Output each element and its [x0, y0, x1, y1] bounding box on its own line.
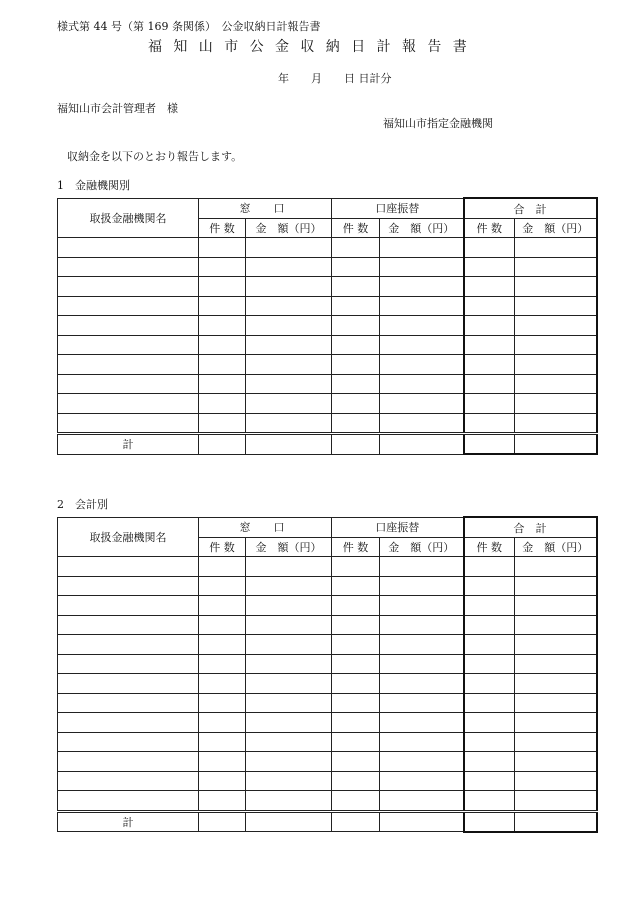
total-cell: [515, 434, 597, 455]
institution-name-header: 取扱金融機関名: [58, 517, 199, 557]
table-cell: [464, 752, 515, 772]
table-cell: [58, 791, 199, 812]
table-row: [58, 413, 597, 434]
table-cell: [515, 674, 597, 694]
table-cell: [515, 615, 597, 635]
table-cell: [199, 752, 246, 772]
table-cell: [380, 732, 464, 752]
table-cell: [464, 394, 515, 414]
table-cell: [199, 277, 246, 297]
total-cell: [246, 434, 332, 455]
table-cell: [515, 791, 597, 812]
transfer-amount-header: 金 額（円）: [380, 219, 464, 238]
table-row: [58, 238, 597, 258]
table-cell: [58, 596, 199, 616]
table-cell: [515, 394, 597, 414]
table-cell: [332, 335, 380, 355]
window-amount-header: 金 額（円）: [246, 538, 332, 557]
table-cell: [332, 791, 380, 812]
total-group-header: 合 計: [464, 198, 597, 219]
table-cell: [332, 713, 380, 733]
window-count-header: 件 数: [199, 219, 246, 238]
total-cell: [380, 811, 464, 832]
table-cell: [380, 257, 464, 277]
table-cell: [515, 654, 597, 674]
table-cell: [380, 693, 464, 713]
table-cell: [58, 374, 199, 394]
table-cell: [58, 752, 199, 772]
table-cell: [246, 771, 332, 791]
table-cell: [199, 238, 246, 258]
table-cell: [246, 316, 332, 336]
table-row: [58, 557, 597, 577]
table-cell: [464, 238, 515, 258]
table-cell: [332, 557, 380, 577]
table-cell: [58, 277, 199, 297]
table-cell: [464, 596, 515, 616]
table-cell: [246, 693, 332, 713]
table-cell: [58, 654, 199, 674]
table-cell: [464, 277, 515, 297]
table-cell: [464, 732, 515, 752]
table-cell: [246, 576, 332, 596]
table-cell: [515, 355, 597, 375]
table-cell: [380, 277, 464, 297]
table-cell: [199, 654, 246, 674]
table-cell: [246, 791, 332, 812]
table-cell: [199, 316, 246, 336]
table-cell: [380, 596, 464, 616]
transfer-amount-header: 金 額（円）: [380, 538, 464, 557]
table-row: [58, 674, 597, 694]
table-cell: [199, 355, 246, 375]
institution-name-header: 取扱金融機関名: [58, 198, 199, 238]
transfer-count-header: 件 数: [332, 219, 380, 238]
table-cell: [246, 635, 332, 655]
total-group-header: 合 計: [464, 517, 597, 538]
table-cell: [464, 635, 515, 655]
table-cell: [515, 635, 597, 655]
table-row: [58, 296, 597, 316]
table-cell: [464, 557, 515, 577]
total-row: [58, 434, 597, 455]
table-cell: [199, 413, 246, 434]
table-cell: [199, 257, 246, 277]
table-cell: [332, 257, 380, 277]
table-cell: [246, 394, 332, 414]
total-amount-header: 金 額（円）: [515, 219, 597, 238]
table-cell: [332, 596, 380, 616]
table-row: [58, 654, 597, 674]
total-cell: [464, 811, 515, 832]
table-cell: [246, 257, 332, 277]
table-cell: [332, 693, 380, 713]
table-cell: [58, 394, 199, 414]
table-row: [58, 355, 597, 375]
table-cell: [515, 277, 597, 297]
window-amount-header: 金 額（円）: [246, 219, 332, 238]
table-row: [58, 635, 597, 655]
total-count-header: 件 数: [464, 219, 515, 238]
table-cell: [199, 732, 246, 752]
table-cell: [199, 296, 246, 316]
table-cell: [58, 635, 199, 655]
table-cell: [246, 355, 332, 375]
table-cell: [58, 576, 199, 596]
table-cell: [199, 693, 246, 713]
header-row: [58, 517, 597, 538]
table-cell: [246, 713, 332, 733]
table-cell: [464, 615, 515, 635]
table-row: [58, 316, 597, 336]
table-cell: [380, 335, 464, 355]
table-row: [58, 771, 597, 791]
table-cell: [464, 791, 515, 812]
bank-table: [57, 197, 598, 455]
table-cell: [380, 355, 464, 375]
table-cell: [246, 296, 332, 316]
table-cell: [199, 335, 246, 355]
table-cell: [199, 615, 246, 635]
table-cell: [332, 413, 380, 434]
table-cell: [58, 296, 199, 316]
total-label: 計: [58, 811, 199, 832]
transfer-count-header: 件 数: [332, 538, 380, 557]
table-cell: [380, 413, 464, 434]
table-cell: [58, 238, 199, 258]
table-cell: [58, 335, 199, 355]
total-cell: [199, 811, 246, 832]
total-cell: [515, 811, 597, 832]
table-cell: [380, 576, 464, 596]
table-cell: [464, 374, 515, 394]
table-cell: [380, 615, 464, 635]
total-amount-header: 金 額（円）: [515, 538, 597, 557]
table-cell: [380, 654, 464, 674]
table-cell: [58, 732, 199, 752]
table-cell: [246, 674, 332, 694]
total-cell: [380, 434, 464, 455]
table-cell: [515, 713, 597, 733]
table-cell: [58, 674, 199, 694]
table-cell: [246, 654, 332, 674]
table-cell: [332, 238, 380, 258]
table-cell: [199, 596, 246, 616]
table-cell: [246, 596, 332, 616]
table-cell: [199, 576, 246, 596]
table-cell: [332, 296, 380, 316]
table-cell: [464, 316, 515, 336]
table-cell: [246, 374, 332, 394]
page-title: 福知山市公金収納日計報告書: [148, 39, 479, 55]
table-cell: [58, 557, 199, 577]
table-row: [58, 335, 597, 355]
table-cell: [380, 752, 464, 772]
table-cell: [246, 277, 332, 297]
table-cell: [464, 713, 515, 733]
table-cell: [332, 732, 380, 752]
section-heading-bank: 1 金融機関別: [57, 179, 130, 192]
table-cell: [380, 316, 464, 336]
transfer-group-header: 口座振替: [332, 198, 464, 219]
table-row: [58, 596, 597, 616]
total-cell: [199, 434, 246, 455]
table-cell: [464, 654, 515, 674]
table-cell: [515, 257, 597, 277]
issuer: 福知山市指定金融機関: [383, 117, 493, 130]
table-cell: [332, 674, 380, 694]
table-cell: [199, 557, 246, 577]
header-row: [58, 198, 597, 219]
table-cell: [199, 374, 246, 394]
table-cell: [332, 374, 380, 394]
table-cell: [464, 674, 515, 694]
table-cell: [246, 752, 332, 772]
account-table: [57, 516, 598, 833]
table-cell: [464, 413, 515, 434]
table-cell: [58, 355, 199, 375]
table-cell: [515, 296, 597, 316]
recipient: 福知山市会計管理者 様: [57, 102, 178, 115]
table-row: [58, 576, 597, 596]
table-cell: [515, 596, 597, 616]
table-row: [58, 693, 597, 713]
table-cell: [515, 335, 597, 355]
table-row: [58, 713, 597, 733]
table-cell: [246, 238, 332, 258]
table-cell: [332, 576, 380, 596]
table-cell: [464, 296, 515, 316]
table-cell: [332, 752, 380, 772]
table-cell: [464, 693, 515, 713]
form-number: 様式第 44 号（第 169 条関係） 公金収納日計報告書: [57, 20, 321, 33]
report-period: 年 月 日 日計分: [278, 72, 392, 85]
table-row: [58, 374, 597, 394]
table-row: [58, 732, 597, 752]
table-cell: [332, 277, 380, 297]
table-cell: [246, 732, 332, 752]
table-cell: [380, 771, 464, 791]
table-row: [58, 277, 597, 297]
total-cell: [246, 811, 332, 832]
table-cell: [58, 713, 199, 733]
table-cell: [199, 674, 246, 694]
table-row: [58, 752, 597, 772]
table-cell: [380, 394, 464, 414]
total-row: [58, 811, 597, 832]
total-cell: [332, 811, 380, 832]
table-cell: [464, 771, 515, 791]
table-cell: [515, 238, 597, 258]
table-cell: [246, 615, 332, 635]
table-cell: [199, 635, 246, 655]
total-cell: [332, 434, 380, 455]
table-cell: [332, 635, 380, 655]
total-cell: [464, 434, 515, 455]
table-cell: [380, 374, 464, 394]
table-cell: [380, 238, 464, 258]
table-cell: [199, 394, 246, 414]
table-cell: [515, 557, 597, 577]
table-cell: [332, 316, 380, 336]
table-cell: [515, 693, 597, 713]
table-cell: [464, 335, 515, 355]
table-cell: [380, 635, 464, 655]
table-cell: [332, 355, 380, 375]
table-cell: [58, 257, 199, 277]
table-cell: [515, 732, 597, 752]
table-cell: [380, 674, 464, 694]
table-cell: [515, 771, 597, 791]
window-group-header: 窓 口: [199, 198, 332, 219]
table-cell: [332, 394, 380, 414]
intro-text: 収納金を以下のとおり報告します。: [67, 150, 243, 163]
table-cell: [246, 335, 332, 355]
table-row: [58, 394, 597, 414]
table-cell: [58, 771, 199, 791]
transfer-group-header: 口座振替: [332, 517, 464, 538]
table-cell: [332, 771, 380, 791]
table-row: [58, 615, 597, 635]
table-cell: [199, 791, 246, 812]
table-cell: [464, 355, 515, 375]
table-cell: [380, 296, 464, 316]
window-count-header: 件 数: [199, 538, 246, 557]
table-cell: [246, 413, 332, 434]
table-cell: [246, 557, 332, 577]
total-count-header: 件 数: [464, 538, 515, 557]
table-cell: [515, 374, 597, 394]
table-cell: [58, 316, 199, 336]
table-cell: [464, 576, 515, 596]
table-row: [58, 257, 597, 277]
table-cell: [58, 615, 199, 635]
section-heading-account: 2 会計別: [57, 498, 108, 511]
table-row: [58, 791, 597, 812]
table-cell: [380, 557, 464, 577]
window-group-header: 窓 口: [199, 517, 332, 538]
table-cell: [58, 413, 199, 434]
table-cell: [515, 576, 597, 596]
table-cell: [380, 791, 464, 812]
table-cell: [199, 713, 246, 733]
table-cell: [515, 413, 597, 434]
table-cell: [380, 713, 464, 733]
table-cell: [58, 693, 199, 713]
table-cell: [515, 316, 597, 336]
table-cell: [515, 752, 597, 772]
table-cell: [199, 771, 246, 791]
table-cell: [332, 654, 380, 674]
table-cell: [332, 615, 380, 635]
table-cell: [464, 257, 515, 277]
total-label: 計: [58, 434, 199, 455]
